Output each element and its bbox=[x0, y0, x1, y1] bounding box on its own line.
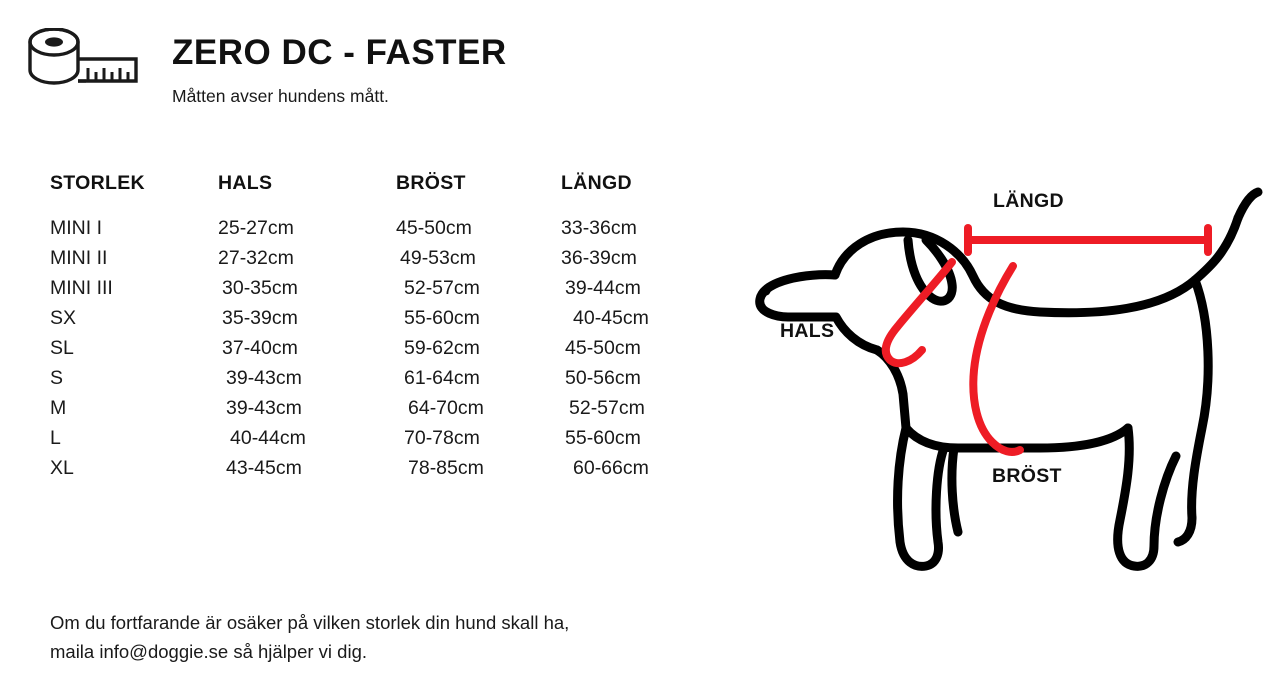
cell-neck: 25-27cm bbox=[218, 216, 294, 239]
title-block bbox=[172, 30, 507, 107]
column-header-size: STORLEK bbox=[50, 172, 145, 194]
cell-neck: 39-43cm bbox=[226, 366, 302, 389]
page-title: ZERO DC - FASTER bbox=[172, 33, 507, 72]
column-header-neck: HALS bbox=[218, 172, 273, 194]
cell-length: 36-39cm bbox=[561, 246, 637, 269]
table-row bbox=[50, 303, 690, 333]
cell-size: MINI I bbox=[50, 216, 102, 239]
cell-chest: 45-50cm bbox=[396, 216, 472, 239]
cell-size: XL bbox=[50, 456, 74, 479]
cell-neck: 43-45cm bbox=[226, 456, 302, 479]
cell-neck: 27-32cm bbox=[218, 246, 294, 269]
cell-length: 60-66cm bbox=[573, 456, 649, 479]
dog-measurement-diagram bbox=[740, 170, 1270, 620]
cell-chest: 49-53cm bbox=[400, 246, 476, 269]
cell-size: S bbox=[50, 366, 64, 389]
cell-neck: 37-40cm bbox=[222, 336, 298, 359]
cell-chest: 55-60cm bbox=[404, 306, 480, 329]
cell-length: 45-50cm bbox=[565, 336, 641, 359]
cell-chest: 70-78cm bbox=[404, 426, 480, 449]
cell-neck: 40-44cm bbox=[230, 426, 306, 449]
cell-size: SX bbox=[50, 306, 77, 329]
table-row bbox=[50, 363, 690, 393]
label-length: LÄNGD bbox=[993, 190, 1064, 212]
footnote-line-2: maila info@doggie.se så hjälper vi dig. bbox=[50, 641, 368, 662]
measuring-tape-icon bbox=[26, 28, 138, 100]
cell-length: 55-60cm bbox=[565, 426, 641, 449]
page-subtitle: Måtten avser hundens mått. bbox=[172, 86, 389, 106]
table-header-row bbox=[50, 172, 690, 213]
cell-size: M bbox=[50, 396, 67, 419]
cell-chest: 59-62cm bbox=[404, 336, 480, 359]
cell-neck: 30-35cm bbox=[222, 276, 298, 299]
cell-chest: 64-70cm bbox=[408, 396, 484, 419]
header bbox=[0, 0, 1280, 130]
cell-chest: 61-64cm bbox=[404, 366, 480, 389]
cell-length: 50-56cm bbox=[565, 366, 641, 389]
cell-chest: 52-57cm bbox=[404, 276, 480, 299]
table-row bbox=[50, 453, 690, 483]
table-row bbox=[50, 393, 690, 423]
label-neck: HALS bbox=[780, 320, 835, 342]
label-chest: BRÖST bbox=[992, 465, 1062, 487]
column-header-length: LÄNGD bbox=[561, 172, 632, 194]
cell-size: L bbox=[50, 426, 61, 449]
footnote-line-1: Om du fortfarande är osäker på vilken storlek din hund skall ha, bbox=[50, 612, 570, 633]
cell-length: 39-44cm bbox=[565, 276, 641, 299]
table-row bbox=[50, 273, 690, 303]
cell-length: 33-36cm bbox=[561, 216, 637, 239]
size-chart-table bbox=[50, 172, 690, 483]
footnote bbox=[50, 608, 750, 666]
cell-length: 40-45cm bbox=[573, 306, 649, 329]
cell-chest: 78-85cm bbox=[408, 456, 484, 479]
table-row bbox=[50, 213, 690, 243]
cell-neck: 39-43cm bbox=[226, 396, 302, 419]
cell-length: 52-57cm bbox=[569, 396, 645, 419]
table-row bbox=[50, 423, 690, 453]
table-row bbox=[50, 243, 690, 273]
column-header-chest: BRÖST bbox=[396, 172, 466, 194]
cell-size: SL bbox=[50, 336, 74, 359]
cell-size: MINI II bbox=[50, 246, 108, 269]
cell-size: MINI III bbox=[50, 276, 113, 299]
table-row bbox=[50, 333, 690, 363]
cell-neck: 35-39cm bbox=[222, 306, 298, 329]
